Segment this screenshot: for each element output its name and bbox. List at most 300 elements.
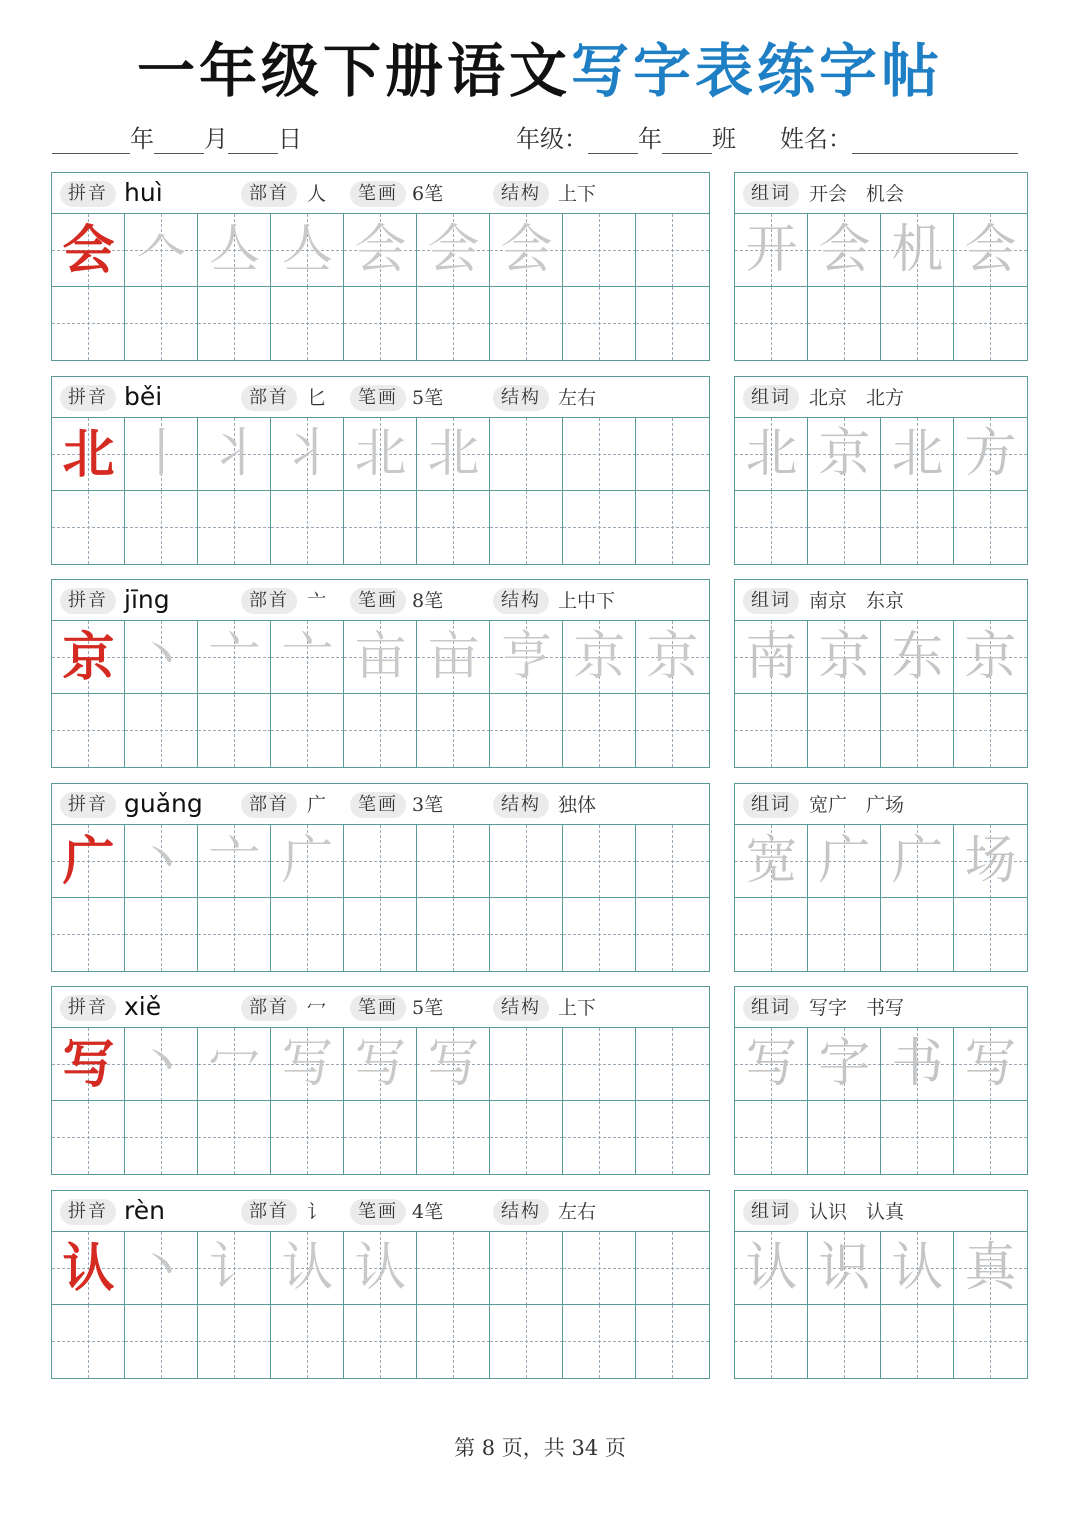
practice-cell[interactable] — [735, 898, 808, 971]
card-header — [52, 377, 709, 418]
guide-horizontal — [198, 1341, 271, 1342]
field-tag: 组词 — [743, 995, 799, 1021]
grade-unit: 年 — [638, 125, 662, 153]
practice-cell[interactable] — [344, 1305, 417, 1378]
field-tag: 部首 — [241, 181, 297, 207]
character-card — [51, 783, 710, 972]
field-tag: 笔画 — [350, 995, 406, 1021]
model-character: 写 — [62, 1034, 115, 1095]
guide-horizontal — [881, 1341, 954, 1342]
practice-cell[interactable] — [881, 1101, 954, 1174]
guide-horizontal — [490, 1137, 563, 1138]
trace-stroke-step: 京 — [646, 627, 699, 687]
field-tag: 部首 — [241, 1199, 297, 1225]
character-card — [51, 1190, 710, 1379]
word-trace-character: 字 — [818, 1034, 871, 1094]
practice-cell[interactable] — [735, 694, 808, 767]
word-trace-character: 认 — [745, 1238, 798, 1298]
practice-cell[interactable] — [808, 898, 881, 971]
practice-cell[interactable] — [808, 1101, 881, 1174]
guide-horizontal — [417, 1137, 490, 1138]
practice-cell[interactable] — [563, 214, 636, 287]
trace-stroke-step: 丶 — [135, 627, 188, 687]
name-blank[interactable] — [852, 127, 1018, 154]
guide-horizontal — [563, 861, 636, 862]
practice-cell[interactable] — [52, 898, 125, 971]
cell-divider — [635, 1028, 636, 1174]
guide-horizontal — [52, 527, 125, 528]
word-card-header — [735, 987, 1027, 1028]
card-header — [52, 173, 709, 214]
model-character: 会 — [62, 220, 115, 281]
practice-cell[interactable] — [735, 491, 808, 564]
field-tag: 结构 — [493, 181, 549, 207]
guide-horizontal — [881, 527, 954, 528]
practice-cell[interactable] — [563, 694, 636, 767]
cell-divider — [635, 825, 636, 971]
cell-divider — [489, 1232, 490, 1378]
card-header — [52, 580, 709, 621]
guide-horizontal — [563, 323, 636, 324]
field-tag: 结构 — [493, 792, 549, 818]
words-value: 宽广 广场 — [809, 794, 905, 816]
words-value: 北京 北方 — [809, 387, 905, 409]
guide-horizontal — [881, 730, 954, 731]
radical-value: 讠 — [307, 1201, 327, 1223]
words-value: 写字 书写 — [809, 997, 905, 1019]
guide-horizontal — [881, 323, 954, 324]
trace-stroke-step: 丨 — [135, 424, 188, 484]
character-card — [51, 579, 710, 768]
guide-horizontal — [125, 934, 198, 935]
year-label: 年 — [130, 125, 154, 153]
trace-stroke-step: 丬 — [281, 424, 334, 484]
month-blank[interactable] — [154, 127, 204, 154]
practice-cell[interactable] — [808, 491, 881, 564]
trace-stroke-step: 会 — [500, 220, 553, 280]
practice-cell[interactable] — [125, 1101, 198, 1174]
trace-stroke-step: 写 — [281, 1034, 334, 1094]
student-line — [516, 118, 1018, 154]
trace-stroke-step: 亩 — [354, 627, 407, 687]
word-trace-character: 机 — [891, 220, 944, 280]
guide-horizontal — [344, 934, 417, 935]
practice-cell[interactable] — [735, 1305, 808, 1378]
practice-cell[interactable] — [490, 1101, 563, 1174]
trace-stroke-step: 亠 — [281, 627, 334, 687]
field-tag: 部首 — [241, 792, 297, 818]
practice-cell[interactable] — [125, 694, 198, 767]
guide-horizontal — [271, 1137, 344, 1138]
trace-stroke-step: 亨 — [500, 627, 553, 687]
guide-horizontal — [735, 527, 808, 528]
guide-horizontal — [881, 1137, 954, 1138]
date-line — [52, 118, 302, 154]
field-tag: 结构 — [493, 1199, 549, 1225]
guide-horizontal — [344, 1341, 417, 1342]
word-card — [734, 783, 1028, 972]
practice-cell[interactable] — [490, 825, 563, 898]
practice-cell[interactable] — [198, 1305, 271, 1378]
field-tag: 组词 — [743, 181, 799, 207]
word-trace-character: 京 — [964, 627, 1017, 687]
model-character: 认 — [62, 1238, 115, 1299]
radical-value: 冖 — [307, 997, 327, 1019]
practice-cell[interactable] — [125, 898, 198, 971]
field-tag: 结构 — [493, 995, 549, 1021]
word-card-header — [735, 377, 1027, 418]
practice-cell[interactable] — [490, 1232, 563, 1305]
guide-horizontal — [954, 730, 1027, 731]
guide-horizontal — [125, 730, 198, 731]
practice-cell[interactable] — [344, 694, 417, 767]
practice-cell[interactable] — [52, 1305, 125, 1378]
practice-cell[interactable] — [808, 694, 881, 767]
practice-cell[interactable] — [808, 1305, 881, 1378]
practice-cell[interactable] — [563, 287, 636, 360]
trace-stroke-step: 亩 — [427, 627, 480, 687]
field-tag: 拼音 — [60, 792, 116, 818]
practice-cell[interactable] — [881, 287, 954, 360]
field-tag: 拼音 — [60, 181, 116, 207]
word-card — [734, 579, 1028, 768]
practice-cell[interactable] — [636, 287, 709, 360]
practice-cell[interactable] — [417, 1101, 490, 1174]
pinyin-value: běi — [124, 382, 163, 411]
trace-stroke-step: 丶 — [135, 831, 188, 891]
practice-cell[interactable] — [490, 694, 563, 767]
field-tag: 笔画 — [350, 1199, 406, 1225]
practice-cell[interactable] — [636, 1028, 709, 1101]
grade-blank[interactable] — [588, 127, 638, 154]
guide-horizontal — [52, 1341, 125, 1342]
practice-cell[interactable] — [198, 287, 271, 360]
radical-value: 人 — [307, 183, 327, 205]
practice-cell[interactable] — [344, 898, 417, 971]
guide-horizontal — [52, 323, 125, 324]
practice-cell[interactable] — [417, 1232, 490, 1305]
guide-horizontal — [563, 934, 636, 935]
field-tag: 组词 — [743, 385, 799, 411]
practice-cell[interactable] — [636, 825, 709, 898]
guide-horizontal — [808, 323, 881, 324]
guide-horizontal — [563, 1341, 636, 1342]
guide-horizontal — [198, 934, 271, 935]
guide-horizontal — [563, 250, 636, 251]
field-tag: 部首 — [241, 385, 297, 411]
practice-cell[interactable] — [735, 1101, 808, 1174]
cell-divider — [562, 825, 563, 971]
practice-cell[interactable] — [52, 491, 125, 564]
guide-horizontal — [954, 1341, 1027, 1342]
word-card — [734, 376, 1028, 565]
practice-cell[interactable] — [490, 898, 563, 971]
guide-horizontal — [490, 730, 563, 731]
character-card — [51, 986, 710, 1175]
practice-cell[interactable] — [954, 898, 1027, 971]
guide-horizontal — [271, 1341, 344, 1342]
trace-stroke-step: 京 — [573, 627, 626, 687]
practice-cell[interactable] — [417, 491, 490, 564]
word-card — [734, 1190, 1028, 1379]
radical-value: 广 — [307, 794, 327, 816]
practice-cell[interactable] — [636, 418, 709, 491]
practice-cell[interactable] — [198, 898, 271, 971]
guide-horizontal — [636, 1268, 709, 1269]
practice-cell[interactable] — [636, 491, 709, 564]
field-tag: 笔画 — [350, 792, 406, 818]
year-blank[interactable] — [52, 127, 130, 154]
guide-horizontal — [636, 1341, 709, 1342]
practice-cell[interactable] — [563, 418, 636, 491]
practice-cell[interactable] — [563, 825, 636, 898]
card-header — [52, 987, 709, 1028]
practice-cell[interactable] — [344, 825, 417, 898]
grade-label: 年级： — [516, 125, 588, 153]
field-tag: 组词 — [743, 1199, 799, 1225]
practice-cell[interactable] — [563, 1101, 636, 1174]
trace-stroke-step: 讠 — [208, 1238, 261, 1298]
practice-cell[interactable] — [563, 1305, 636, 1378]
guide-horizontal — [735, 934, 808, 935]
practice-cell[interactable] — [490, 491, 563, 564]
practice-cell[interactable] — [417, 694, 490, 767]
practice-cell[interactable] — [490, 1028, 563, 1101]
practice-cell[interactable] — [636, 1101, 709, 1174]
structure-value: 左右 — [558, 387, 597, 409]
practice-cell[interactable] — [881, 491, 954, 564]
guide-horizontal — [490, 1064, 563, 1065]
guide-horizontal — [52, 934, 125, 935]
guide-horizontal — [954, 1137, 1027, 1138]
guide-horizontal — [344, 861, 417, 862]
guide-horizontal — [735, 1137, 808, 1138]
practice-cell[interactable] — [881, 1305, 954, 1378]
class-unit: 班 — [712, 125, 736, 153]
practice-cell[interactable] — [125, 287, 198, 360]
field-tag: 部首 — [241, 588, 297, 614]
radical-value: 匕 — [307, 387, 327, 409]
guide-horizontal — [808, 934, 881, 935]
practice-cell[interactable] — [271, 491, 344, 564]
practice-cell[interactable] — [52, 694, 125, 767]
word-trace-character: 场 — [964, 831, 1017, 891]
word-trace-character: 认 — [891, 1238, 944, 1298]
word-card-header — [735, 173, 1027, 214]
guide-horizontal — [490, 527, 563, 528]
guide-horizontal — [636, 730, 709, 731]
field-tag: 拼音 — [60, 588, 116, 614]
guide-horizontal — [636, 250, 709, 251]
guide-horizontal — [198, 1137, 271, 1138]
structure-value: 独体 — [558, 794, 597, 816]
trace-stroke-step: 亠 — [208, 627, 261, 687]
page-number: 第 8 页，共 34 页 — [454, 1436, 626, 1460]
practice-cell[interactable] — [636, 1305, 709, 1378]
word-trace-character: 识 — [818, 1238, 871, 1298]
field-tag: 结构 — [493, 588, 549, 614]
field-tag: 拼音 — [60, 1199, 116, 1225]
word-trace-character: 方 — [964, 424, 1017, 484]
practice-cell[interactable] — [636, 694, 709, 767]
practice-cell[interactable] — [636, 898, 709, 971]
guide-horizontal — [52, 1137, 125, 1138]
practice-cell[interactable] — [271, 287, 344, 360]
cell-divider — [489, 825, 490, 971]
practice-cell[interactable] — [417, 825, 490, 898]
guide-horizontal — [490, 323, 563, 324]
practice-cell[interactable] — [563, 491, 636, 564]
guide-horizontal — [954, 323, 1027, 324]
practice-cell[interactable] — [271, 1305, 344, 1378]
field-tag: 笔画 — [350, 588, 406, 614]
guide-horizontal — [417, 1341, 490, 1342]
pinyin-value: xiě — [124, 992, 162, 1021]
guide-horizontal — [636, 527, 709, 528]
word-trace-character: 京 — [818, 424, 871, 484]
practice-cell[interactable] — [125, 1305, 198, 1378]
trace-stroke-step: 𠆢 — [135, 220, 188, 280]
strokes-value: 5笔 — [412, 387, 444, 409]
practice-cell[interactable] — [198, 694, 271, 767]
strokes-value: 8笔 — [412, 590, 444, 612]
character-card — [51, 376, 710, 565]
word-trace-character: 北 — [891, 424, 944, 484]
practice-cell[interactable] — [954, 287, 1027, 360]
structure-value: 上下 — [558, 997, 597, 1019]
guide-horizontal — [417, 934, 490, 935]
cell-divider — [562, 418, 563, 564]
structure-value: 左右 — [558, 1201, 597, 1223]
practice-cell[interactable] — [954, 491, 1027, 564]
trace-stroke-step: 认 — [354, 1238, 407, 1298]
practice-cell[interactable] — [490, 287, 563, 360]
guide-horizontal — [881, 934, 954, 935]
practice-cell[interactable] — [271, 694, 344, 767]
word-trace-character: 会 — [964, 220, 1017, 280]
word-trace-character: 东 — [891, 627, 944, 687]
guide-horizontal — [198, 527, 271, 528]
practice-cell[interactable] — [563, 1232, 636, 1305]
guide-horizontal — [636, 323, 709, 324]
field-tag: 组词 — [743, 792, 799, 818]
guide-horizontal — [490, 934, 563, 935]
word-trace-character: 南 — [745, 627, 798, 687]
guide-horizontal — [490, 1268, 563, 1269]
practice-cell[interactable] — [344, 491, 417, 564]
trace-stroke-step: 丶 — [135, 1034, 188, 1094]
guide-horizontal — [417, 1268, 490, 1269]
guide-horizontal — [417, 861, 490, 862]
practice-cell[interactable] — [271, 1101, 344, 1174]
guide-horizontal — [344, 1137, 417, 1138]
guide-horizontal — [636, 861, 709, 862]
practice-cell[interactable] — [125, 491, 198, 564]
title-part-black: 一年级下册语文 — [136, 37, 571, 105]
guide-horizontal — [271, 527, 344, 528]
model-character: 北 — [62, 424, 115, 485]
word-trace-character: 会 — [818, 220, 871, 280]
trace-stroke-step: 北 — [354, 424, 407, 484]
radical-value: 亠 — [307, 590, 327, 612]
strokes-value: 5笔 — [412, 997, 444, 1019]
month-label: 月 — [204, 125, 228, 153]
trace-stroke-step: 会 — [354, 220, 407, 280]
field-tag: 拼音 — [60, 995, 116, 1021]
structure-value: 上中下 — [558, 590, 616, 612]
field-tag: 笔画 — [350, 385, 406, 411]
guide-horizontal — [417, 730, 490, 731]
name-label: 姓名： — [780, 125, 852, 153]
practice-cell[interactable] — [417, 287, 490, 360]
cell-divider — [635, 1232, 636, 1378]
word-trace-character: 广 — [891, 831, 944, 891]
trace-stroke-step: 丶 — [135, 1238, 188, 1298]
words-value: 认识 认真 — [809, 1201, 905, 1223]
guide-horizontal — [198, 323, 271, 324]
class-blank[interactable] — [662, 127, 712, 154]
practice-cell[interactable] — [808, 287, 881, 360]
guide-horizontal — [636, 1137, 709, 1138]
word-card-header — [735, 580, 1027, 621]
strokes-value: 3笔 — [412, 794, 444, 816]
practice-cell[interactable] — [954, 1305, 1027, 1378]
trace-stroke-step: 认 — [281, 1238, 334, 1298]
practice-cell[interactable] — [636, 1232, 709, 1305]
practice-cell[interactable] — [490, 418, 563, 491]
word-trace-character: 北 — [745, 424, 798, 484]
guide-horizontal — [808, 1341, 881, 1342]
cell-divider — [562, 1028, 563, 1174]
guide-horizontal — [271, 323, 344, 324]
guide-horizontal — [563, 1064, 636, 1065]
practice-cell[interactable] — [563, 898, 636, 971]
model-character: 广 — [62, 831, 115, 892]
guide-horizontal — [735, 323, 808, 324]
practice-cell[interactable] — [344, 1101, 417, 1174]
guide-horizontal — [125, 1137, 198, 1138]
guide-horizontal — [125, 527, 198, 528]
strokes-value: 6笔 — [412, 183, 444, 205]
practice-cell[interactable] — [954, 1101, 1027, 1174]
field-tag: 组词 — [743, 588, 799, 614]
guide-horizontal — [417, 527, 490, 528]
practice-cell[interactable] — [954, 694, 1027, 767]
practice-cell[interactable] — [344, 287, 417, 360]
practice-cell[interactable] — [881, 898, 954, 971]
practice-cell[interactable] — [417, 898, 490, 971]
card-header — [52, 1191, 709, 1232]
practice-cell[interactable] — [417, 1305, 490, 1378]
pinyin-value: guǎng — [124, 789, 203, 818]
practice-cell[interactable] — [563, 1028, 636, 1101]
practice-cell[interactable] — [198, 491, 271, 564]
word-card-header — [735, 1191, 1027, 1232]
practice-cell[interactable] — [52, 287, 125, 360]
field-tag: 拼音 — [60, 385, 116, 411]
practice-cell[interactable] — [52, 1101, 125, 1174]
guide-horizontal — [808, 730, 881, 731]
practice-cell[interactable] — [490, 1305, 563, 1378]
guide-horizontal — [954, 527, 1027, 528]
practice-cell[interactable] — [881, 694, 954, 767]
day-blank[interactable] — [228, 127, 278, 154]
practice-cell[interactable] — [198, 1101, 271, 1174]
practice-cell[interactable] — [271, 898, 344, 971]
card-header — [52, 784, 709, 825]
practice-cell[interactable] — [636, 214, 709, 287]
practice-cell[interactable] — [735, 287, 808, 360]
